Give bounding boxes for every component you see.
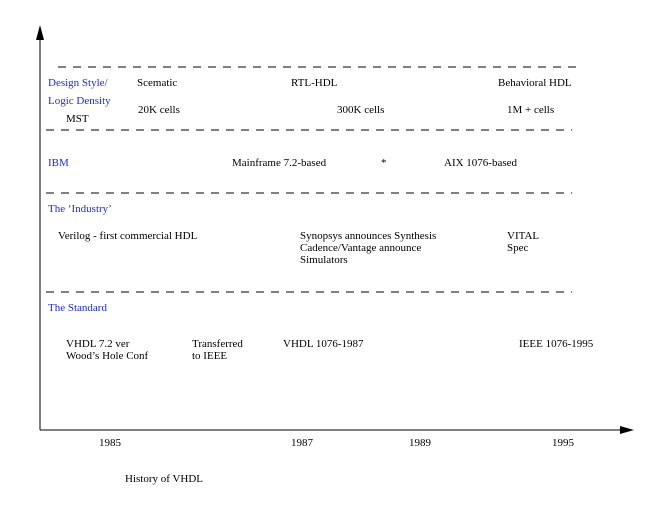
year-1985: 1985 <box>99 437 121 449</box>
y-axis <box>36 25 44 430</box>
density-20k-label: 20K cells <box>138 104 180 116</box>
synopsys-label: Synopsys announces Synthesis <box>300 230 437 242</box>
vital-spec-label: Spec <box>507 242 529 254</box>
design-style-heading: Design Style/ <box>48 77 108 89</box>
to-ieee-label: to IEEE <box>192 350 228 362</box>
cadence-label: Cadence/Vantage announce <box>300 242 422 254</box>
x-axis-arrowhead <box>620 426 634 434</box>
logic-density-heading: Logic Density <box>48 95 111 107</box>
year-1989: 1989 <box>409 437 431 449</box>
rtl-hdl-label: RTL-HDL <box>291 77 338 89</box>
schematic-label: Scematic <box>137 77 178 89</box>
mainframe-label: Mainframe 7.2-based <box>232 157 327 169</box>
ieee-1995-label: IEEE 1076-1995 <box>519 338 594 350</box>
vhdl72-label: VHDL 7.2 ver <box>66 338 130 350</box>
ibm-heading: IBM <box>48 157 69 169</box>
vital-label: VITAL <box>507 230 540 242</box>
year-1995: 1995 <box>552 437 574 449</box>
year-1987: 1987 <box>291 437 313 449</box>
transferred-label: Transferred <box>192 338 243 350</box>
verilog-label: Verilog - first commercial HDL <box>58 230 198 242</box>
density-300k-label: 300K cells <box>337 104 385 116</box>
standard-heading: The Standard <box>48 302 107 314</box>
mst-label: MST <box>66 113 89 125</box>
x-axis <box>40 426 634 434</box>
industry-heading: The ‘Industry’ <box>48 203 112 215</box>
behavioral-hdl-label: Behavioral HDL <box>498 77 572 89</box>
simulators-label: Simulators <box>300 254 348 266</box>
y-axis-arrowhead <box>36 25 44 40</box>
woods-hole-label: Wood’s Hole Conf <box>66 350 149 362</box>
asterisk-marker: * <box>381 157 387 169</box>
aix-label: AIX 1076-based <box>444 157 518 169</box>
vhdl-1987-label: VHDL 1076-1987 <box>283 338 364 350</box>
diagram-caption: History of VHDL <box>125 473 204 485</box>
density-1m-label: 1M + cells <box>507 104 555 116</box>
